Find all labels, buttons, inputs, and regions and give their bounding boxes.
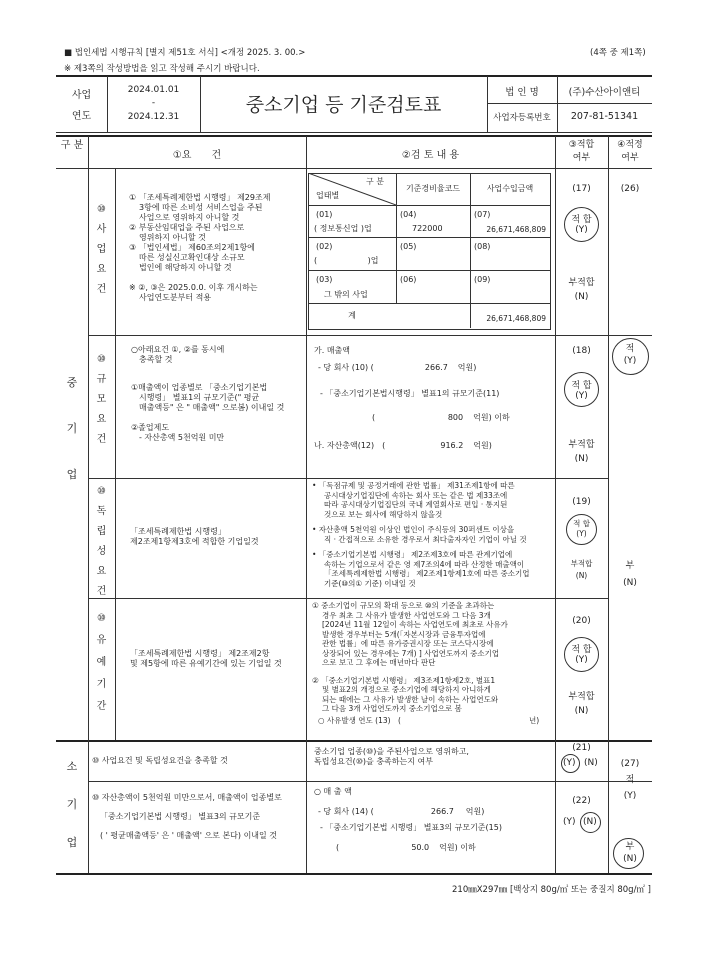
- sec104-fit-yes: 적 합 (Y): [571, 645, 592, 665]
- section-divider: [56, 740, 652, 742]
- row-divider: [88, 781, 652, 782]
- total-amount: 26,671,468,809: [486, 314, 546, 323]
- corp-name: (주)수산아이앤티: [568, 87, 641, 98]
- row3-amount-num: (09): [474, 275, 491, 284]
- table-bottom-border: [56, 873, 652, 875]
- small2-fit-n: (N): [583, 817, 597, 827]
- row2-amount-num: (08): [474, 242, 491, 251]
- row1-num: (01): [316, 210, 333, 219]
- small2-requirement: ⑩ 자산총액이 5천억원 미만으로서, 매출액이 업종별로 「중소기업기본법 시행령」 별표3의 규모기준 ( ' 평균매출액등' 은 ' 매출액' 으로 본다) 이내일 것: [92, 793, 282, 840]
- small1-fit-y: (Y): [563, 758, 576, 768]
- industry-table-line: [308, 303, 550, 304]
- sec103-fit-yes: 적 합 (Y): [573, 519, 590, 538]
- sec102-title: ⑩ 규 모 요 건: [96, 354, 107, 445]
- sec103-fit-no: 부적합 (N): [570, 559, 593, 580]
- small2-company-revenue: - 당 회사 (14) ( 266.7 억원): [318, 807, 485, 816]
- table-top-border: [56, 135, 652, 137]
- sec102-requirements: ○아래요건 ①, ②를 동시에 충족할 것 ①매출액이 업종별로 「중소기업기본법 시행령」 별표1의 규모기준(" 평균 매출액등" 은 " 매출액" 으로봄) 이내일 것 ②졸업제도 - 자산총액 5천억원 미만: [131, 345, 285, 442]
- small-category-label: 소 기 업: [66, 760, 78, 849]
- sec102-final: 적 (Y): [623, 344, 637, 366]
- title-bottom-border: [56, 132, 652, 133]
- row2-code-num: (05): [400, 242, 417, 251]
- col-header-fit2: ④적정 여부: [617, 140, 643, 163]
- paper-spec: 210㎜X297㎜ [백상지 80g/㎡ 또는 중질지 80g/㎡ ]: [452, 885, 651, 895]
- small2-final: 부 (N): [623, 842, 637, 864]
- instruction-note: ※ 제3쪽의 작성방법을 읽고 작성해 주시기 바랍니다.: [64, 64, 260, 74]
- industry-table-line: [308, 237, 550, 238]
- sec104-requirements: 「조세특례제한법 시행령」 제2조제2항 및 제5항에 따른 유예기간에 있는 기업일 것: [130, 649, 282, 668]
- sec101-final-num: (26): [620, 184, 640, 194]
- period-dash: -: [151, 98, 156, 108]
- sme-category-label: 중 기 업: [66, 376, 78, 481]
- period-start: 2024.01.01: [127, 85, 180, 95]
- row1-amount: 26,671,468,809: [486, 225, 546, 234]
- corp-name-label: 법 인 명: [505, 87, 539, 98]
- small2-size-standard: - 「중소기업기본법 시행령」 별표3의 규모기준(15): [320, 823, 502, 832]
- small1-fit-num: (21): [572, 743, 591, 753]
- sec103-title: ⑩ 독 립 성 요 건: [96, 486, 107, 597]
- col-divider: [115, 168, 116, 740]
- small1-fit-n: (N): [584, 758, 598, 768]
- sec102-size-standard-value: ( 800 억원) 이하: [372, 413, 510, 422]
- col-divider: [306, 136, 307, 873]
- col-header-requirement: ①요 건: [172, 150, 222, 161]
- sec102-revenue-heading: 가. 매출액: [314, 346, 350, 355]
- col-header-category: 구 분: [60, 140, 84, 151]
- industry-table-line: [308, 205, 550, 206]
- col-header-fit: ③적합 여부: [568, 140, 595, 163]
- table-corner-top: 구 분: [366, 177, 384, 186]
- row-divider: [88, 478, 608, 479]
- small1-final: (27) 적 (Y): [620, 759, 640, 801]
- row-divider: [88, 335, 652, 336]
- period-label: 연도: [71, 111, 92, 122]
- page-title: 중소기업 등 기준검토표: [245, 94, 442, 116]
- row3-biz: 그 밖의 사업: [324, 290, 368, 299]
- table-head-revenue: 사업수입금액: [486, 184, 534, 193]
- sec102-size-standard: - 「중소기업기본법시행령」 별표1의 규모기준(11): [320, 389, 500, 398]
- sec101-fit-no: 부적합 (N): [568, 278, 595, 302]
- row3-num: (03): [316, 275, 333, 284]
- sec102-fit-yes: 적 합 (Y): [571, 381, 592, 401]
- title-top-border: [56, 75, 652, 77]
- small2-fit-num: (22): [572, 796, 591, 806]
- small2-size-standard-value: ( 50.0 억원) 이하: [336, 843, 476, 852]
- sec102-assets: 나. 자산총액(12) ( 916.2 억원): [314, 441, 492, 450]
- sec102-fit-num: (18): [572, 346, 591, 356]
- page-info: (4쪽 중 제1쪽): [590, 48, 646, 58]
- table-corner-bottom: 업태별: [316, 191, 340, 200]
- sec104-review: ① 중소기업이 규모의 확대 등으로 ⑩의 기준을 초과하는 경우 최초 그 사유가 발생한 사업연도와 그 다음 3개 [2024년 11월 12일이 속하는 사업연도에 최초로 사유가 발생한 경우부터는 5개(「자본시장과 금융투자업에 관한 법률」에 따른 유가증권시장 또는 코스닥시장에 상장되어 있는 경우에는 7개) ] 사업연도까지 중소기업 으로 보고 그 후에는 매년마다 판단 ② 「중소기업기본법 시행령」 제3조제1항제2호, 별표1 및 별표2의 개정으로 중소기업에 해당하지 아니하게 되는 때에는 그 사유가 발생한 날이 속하는 사업연도와 그 다음 3개 사업연도까지 중소기업으로 봄 ○ 사유발생 연도 (13) ( 년): [312, 601, 540, 725]
- total-label: 계: [348, 311, 356, 320]
- table-head-code: 기준경비율코드: [405, 184, 461, 193]
- row-divider: [88, 598, 608, 599]
- row1-amount-num: (07): [474, 210, 491, 219]
- sec103-final: 부 (N): [623, 561, 637, 588]
- small2-fit-y: (Y): [563, 817, 576, 827]
- industry-table-line: [308, 270, 550, 271]
- sec103-fit-num: (19): [572, 497, 591, 507]
- table-header-border: [56, 168, 652, 169]
- row2-biz: ( )업: [314, 256, 379, 265]
- row1-code-num: (04): [400, 210, 417, 219]
- industry-table-line: [470, 173, 471, 328]
- row3-code-num: (06): [400, 275, 417, 284]
- row2-num: (02): [316, 242, 333, 251]
- sec102-fit-no: 부적합 (N): [568, 440, 595, 464]
- sec103-requirements: 「조세특례제한법 시행령」 제2조제1항제3호에 적합한 기업일것: [130, 527, 259, 546]
- sec104-fit-num: (20): [572, 616, 591, 626]
- small2-revenue-heading: ○ 매 출 액: [314, 787, 352, 796]
- small1-review: 중소기업 업종(⑩)을 주된사업으로 영위하고, 독립성요건(⑩)을 충족하는지 여부: [314, 747, 469, 766]
- sec104-title: ⑩ 유 예 기 간: [96, 613, 107, 712]
- sec101-fit-num: (17): [572, 184, 591, 194]
- sec101-fit-yes: 적 합 (Y): [571, 215, 592, 235]
- row1-code: 722000: [412, 224, 443, 233]
- form-reference: ■ 법인세법 시행규칙 [별지 제51호 서식] <개정 2025. 3. 00.>: [64, 48, 306, 58]
- period-end: 2024.12.31: [127, 112, 180, 122]
- col-header-review: ②검 토 내 용: [401, 150, 460, 161]
- bizno: 207-81-51341: [570, 111, 639, 122]
- sec103-review: • 「독점규제 및 공정거래에 관한 법률」 제31조제1항에 따른 공시대상기업집단에 속하는 회사 또는 같은 법 제33조에 따라 공시대상기업집단의 국내 계열회사로 편입 · 통지된 것으로 보는 회사에 해당하지 않을것 • 자산총액 5천억원 이상인 법인이 주식등의 30퍼센트 이상을 직 · 간접적으로 소유한 경우로서 최다출자자인 기업이 아닐 것 • 「중소기업기본법 시행령」 제2조제3호에 따른 관계기업에 속하는 기업으로서 같은 영 제7조의4에 따라 산정한 매출액이 「조세특례제한법 시행령」 제2조제1항제1호에 따른 중소기업 기준(⑩의① 기준) 이내일 것: [312, 481, 530, 588]
- sec101-requirements: ① 「조세특례제한법 시행령」 제29조제 3항에 따른 소비성 서비스업을 주된 사업으로 영위하지 아니할 것 ② 부동산임대업을 주된 사업으로 영위하지 아니할 것 ③ 「법인세법」 제60조의2제1항에 따른 성실신고확인대상 소규모 법인에 해당하지 아니할 것 ※ ②, ③은 2025.0.0. 이후 개시하는 사업연도분부터 적용: [129, 193, 271, 302]
- period-label: 사업: [71, 90, 92, 101]
- title-divider: [487, 103, 652, 104]
- row1-biz: ( 정보통신업 )업: [314, 224, 372, 233]
- sec101-title: ⑩ 사 업 요 건: [96, 204, 107, 295]
- sec102-company-revenue: - 당 회사 (10) ( 266.7 억원): [318, 363, 477, 372]
- sec104-fit-no: 부적합 (N): [568, 692, 595, 716]
- small1-requirement: ⑩ 사업요건 및 독립성요건을 충족할 것: [92, 756, 228, 765]
- bizno-label: 사업자등록번호: [493, 113, 551, 123]
